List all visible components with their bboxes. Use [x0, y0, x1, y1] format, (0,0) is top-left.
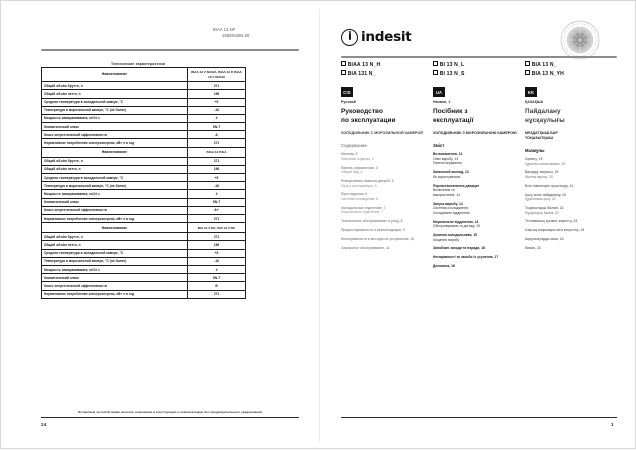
- spec-row-label: Класс энергетической эффективности: [42, 131, 188, 139]
- spec-row-label: Класс энергетической эффективности: [42, 206, 188, 214]
- language-section-ua: [433, 108, 525, 273]
- toc-group: [525, 157, 611, 166]
- model-number: [433, 61, 525, 70]
- spec-row-value: +5: [188, 249, 246, 257]
- toc-entry[interactable]: Холодильне відділення: [433, 210, 470, 215]
- toc-entry[interactable]: Техникалық қызмет көрсету, 23: [525, 219, 578, 224]
- spec-row-value: -18: [188, 106, 246, 114]
- toc-entry[interactable]: Ақаулықтарды жою, 23: [525, 236, 564, 241]
- model-number-group: [433, 61, 525, 79]
- language-subtitle: ҚАЗАҚША: [525, 99, 544, 104]
- toc-group: [341, 219, 427, 224]
- model-number-group: [341, 61, 433, 79]
- spec-row-label: Класс энергетической эффективности: [42, 282, 188, 290]
- toc-entry[interactable]: Холодильное отделение, 7: [341, 205, 386, 210]
- toc-entry[interactable]: Көмек, 23: [525, 245, 541, 250]
- spec-row-value: 196: [188, 241, 246, 249]
- toc-entry[interactable]: Чищення виробу: [433, 237, 460, 242]
- spec-block-header: [42, 147, 246, 157]
- toc-group: [341, 152, 427, 161]
- toc-entry[interactable]: Неисправности и методы их устранения, 10: [341, 236, 415, 241]
- spec-row-value: A+: [188, 206, 246, 214]
- toc-entry[interactable]: Предосторожности и рекомендации, 9: [341, 227, 405, 232]
- spec-table-caption: Технические характеристики: [110, 62, 166, 66]
- toc-group: [525, 193, 611, 202]
- left-header-rule: [41, 49, 299, 51]
- toc-group: [433, 255, 519, 260]
- model-reference-line1: BIAA 13 NF: [213, 27, 236, 32]
- spec-row-value: 271: [188, 214, 246, 222]
- toc-group: [341, 206, 427, 215]
- toc-entry[interactable]: Запобіжні заходи та поради, 16: [433, 246, 485, 251]
- spec-header-name: Наименование: [42, 68, 188, 82]
- toc-entry[interactable]: Зупинка холодильника, 15: [433, 232, 477, 237]
- model-number-text: BI 13 N_L: [439, 62, 465, 69]
- checkbox-icon: [433, 70, 438, 75]
- toc-entry[interactable]: Сақтық шаралары мен кеңестер, 23: [525, 228, 585, 233]
- toc-group: [433, 152, 519, 166]
- spec-row-value: 271: [188, 290, 246, 298]
- toc-entry[interactable]: Басқару тақтасы, 20: [525, 170, 559, 175]
- checkbox-icon: [525, 70, 530, 75]
- checkbox-icon: [341, 61, 346, 66]
- table-row: [42, 165, 246, 173]
- spec-block-header: [42, 223, 246, 233]
- spec-row-value: +5: [188, 174, 246, 182]
- spec-row-label: Средняя температура в холодильной камере, °С: [42, 98, 188, 106]
- toc-entry[interactable]: Пуск и эксплуатация, 6: [341, 183, 377, 188]
- language-subtitle: Начало, 1: [433, 99, 451, 104]
- product-type-label: ХОЛОДИЛЬНИК З МОРОЗИЛЬНОЮ КАМЕРОЮ: [433, 131, 517, 136]
- table-row: [42, 257, 246, 265]
- toc-entry[interactable]: Морозильное отделение, 7: [341, 210, 384, 215]
- toc-entry[interactable]: використання, 14: [433, 192, 460, 197]
- toc-group: [525, 206, 611, 215]
- spec-row-value: SN-T: [188, 274, 246, 282]
- toc-entry[interactable]: Орнату, 19: [525, 156, 543, 161]
- spec-row-value: 271: [188, 157, 246, 165]
- toc-entry[interactable]: Қосу және пайдалану, 22: [525, 192, 566, 197]
- spec-row-label: Общий объём брутто, л: [42, 82, 188, 90]
- table-row: [42, 157, 246, 165]
- language-section-kk: [525, 108, 617, 273]
- product-type-label: МҰЗДАТҚЫШ БАР ТОҢАЗЫТҚЫШ: [525, 131, 558, 141]
- checkbox-icon: [433, 61, 438, 66]
- model-number-text: BIA 13 N_: [531, 62, 557, 69]
- spec-header-name: Наименование: [42, 147, 188, 157]
- toc-entry[interactable]: Встановлення, 12: [433, 152, 463, 157]
- toc-group: [341, 166, 427, 175]
- spec-row-value: SN-T: [188, 198, 246, 206]
- table-row: [42, 139, 246, 147]
- toc-heading: Зміст: [433, 143, 445, 149]
- section-title: Пайдалану нұсқаулығы: [525, 108, 565, 124]
- checkbox-icon: [341, 70, 346, 75]
- toc-entry[interactable]: Жалпы көрініс, 20: [525, 174, 553, 179]
- toc-entry[interactable]: Загальний вигляд, 13: [433, 170, 469, 175]
- model-number: [341, 61, 433, 70]
- toc-entry[interactable]: Несправності та засоби їх усунення, 17: [433, 255, 499, 260]
- model-number: [525, 70, 617, 79]
- model-number: [341, 70, 433, 79]
- language-section-ru: [341, 108, 433, 273]
- toc-group: [341, 228, 427, 233]
- toc-entry[interactable]: Техническое обслуживание и уход, 8: [341, 219, 403, 224]
- table-row: [42, 198, 246, 206]
- toc-group: [433, 202, 519, 216]
- toc-entry[interactable]: Панель керування: [433, 161, 462, 166]
- toc-entry[interactable]: Запуск виробу, 14: [433, 201, 463, 206]
- model-number-text: BI 13 N_S: [439, 71, 465, 78]
- left-page-number: 24: [41, 422, 47, 427]
- spec-row-value: 4: [188, 114, 246, 122]
- toc-entry[interactable]: Панель управления, 3: [341, 165, 378, 170]
- right-page-number: 1: [611, 422, 614, 427]
- spec-row-value: A: [188, 131, 246, 139]
- language-badge-row: [341, 87, 617, 104]
- table-row: [42, 131, 246, 139]
- quality-seal-icon: [559, 19, 601, 61]
- left-footnote: Оставляем за собой право вносить изменения в конструкцию и комплектацию без предварительного уведомления: [77, 410, 263, 414]
- spec-row-value: -18: [188, 257, 246, 265]
- model-number: [433, 70, 525, 79]
- table-row: [42, 290, 246, 298]
- model-number-text: BIA 131 N_: [347, 71, 376, 78]
- toc-group: [433, 170, 519, 179]
- spec-row-value: +5: [188, 98, 246, 106]
- table-row: [42, 182, 246, 190]
- spec-row-value: 271: [188, 233, 246, 241]
- spec-header-model: BIAA 13 V NC/HA, BIAA 13 P, BIAA 13 V NC/HA: [188, 68, 246, 82]
- indesit-logo: [341, 29, 411, 46]
- table-row: [42, 206, 246, 214]
- toc-entry[interactable]: Допомога, 18: [433, 263, 455, 268]
- language-badge-cell: [341, 87, 433, 104]
- toc-group: [525, 170, 611, 179]
- spec-row-label: Общий объём брутто, л: [42, 157, 188, 165]
- model-reference-line2: 195081984.00: [222, 32, 250, 38]
- table-row: [42, 90, 246, 98]
- language-badge: KK: [525, 87, 537, 97]
- model-number-text: BIA 13 N_YH: [531, 71, 565, 78]
- toc-entry[interactable]: Включення та: [433, 188, 455, 193]
- language-badge: CIS: [341, 87, 353, 97]
- spec-block-header: [42, 68, 246, 82]
- table-row: [42, 82, 246, 90]
- toc-entry[interactable]: Құрылғыны қосу, 22: [525, 197, 556, 202]
- indesit-i-mark-icon: [341, 29, 358, 46]
- spec-row-value: 196: [188, 90, 246, 98]
- checkbox-icon: [525, 61, 530, 66]
- section-title: Руководство по эксплуатации: [341, 108, 396, 124]
- product-type-label: ХОЛОДИЛЬНИК С МОРОЗИЛЬНОЙ КАМЕРОЙ: [341, 131, 423, 136]
- table-row: [42, 282, 246, 290]
- spec-row-label: Нормативное потребление электроэнергии, кВт·ч в год: [42, 139, 188, 147]
- toc-group: [525, 237, 611, 242]
- model-number-group: [525, 61, 617, 79]
- toc-entry[interactable]: Морозильне відділення, 14: [433, 219, 479, 224]
- toc-group: [433, 184, 519, 198]
- toc-group: [341, 237, 427, 242]
- language-badge: UA: [433, 87, 445, 97]
- toc-group: [341, 192, 427, 201]
- section-title: Посібник з експлуатації: [433, 108, 474, 124]
- table-row: [42, 106, 246, 114]
- toc-entry[interactable]: Мұздатқыш бөлімі, 22: [525, 210, 559, 215]
- left-page: [1, 1, 319, 450]
- spec-header-model: BIAA 13 P/HA: [188, 147, 246, 157]
- table-row: [42, 249, 246, 257]
- table-row: [42, 114, 246, 122]
- spec-row-value: 271: [188, 139, 246, 147]
- toc-group: [525, 228, 611, 233]
- spec-row-label: Средняя температура в холодильной камере, °С: [42, 249, 188, 257]
- table-row: [42, 190, 246, 198]
- spec-row-label: Климатический класс: [42, 123, 188, 131]
- toc-entry[interactable]: Сервисное обслуживание, 11: [341, 245, 390, 250]
- model-reference: [213, 27, 313, 39]
- toc-group: [433, 233, 519, 242]
- spec-row-value: SN-T: [188, 123, 246, 131]
- specifications-table: [41, 67, 246, 299]
- spec-row-value: 4: [188, 190, 246, 198]
- spec-row-label: Мощность замораживания, кг/24 ч: [42, 190, 188, 198]
- toc-entry[interactable]: Система охлаждения, 6: [341, 196, 379, 201]
- spec-row-label: Нормативное потребление электроэнергии, кВт·ч в год: [42, 214, 188, 222]
- spec-header-name: Наименование: [42, 223, 188, 233]
- toc-entry[interactable]: Реверсивная навеска дверей, 5: [341, 178, 394, 183]
- toc-group: [341, 179, 427, 188]
- model-number: [525, 61, 617, 70]
- spec-row-label: Температура в морозильной камере, °С (не более): [42, 257, 188, 265]
- toc-group: [341, 246, 427, 251]
- toc-entry[interactable]: Пуск изделия, 6: [341, 192, 368, 197]
- toc-entry[interactable]: Есік ілмектерін ауыстыру, 21: [525, 183, 574, 188]
- toc-group: [433, 220, 519, 229]
- language-badge-cell: [525, 87, 617, 104]
- language-columns: [341, 108, 617, 273]
- table-row: [42, 123, 246, 131]
- toc-entry[interactable]: Обслуговування та догляд, 15: [433, 224, 480, 229]
- spec-row-label: Средняя температура в холодильной камере, °С: [42, 174, 188, 182]
- spec-row-label: Нормативное потребление электроэнергии, кВт·ч в год: [42, 290, 188, 298]
- toc-entry[interactable]: Описание изделия, 3: [341, 156, 374, 161]
- right-page: [319, 1, 636, 450]
- language-badge-cell: [433, 87, 525, 104]
- spec-row-value: -18: [188, 182, 246, 190]
- toc-entry[interactable]: Перевстановлення дверцят: [433, 183, 480, 188]
- table-row: [42, 241, 246, 249]
- toc-entry[interactable]: Құрылғы сипаттамасы, 20: [525, 161, 566, 166]
- toc-heading: Мазмұны: [525, 147, 545, 153]
- spec-row-label: Температура в морозильной камере, °С (не более): [42, 182, 188, 190]
- spec-row-value: B: [188, 282, 246, 290]
- spec-row-value: 4: [188, 265, 246, 273]
- spec-row-value: 271: [188, 82, 246, 90]
- toc-entry[interactable]: Система охолодження: [433, 206, 469, 211]
- toc-group: [525, 246, 611, 251]
- toc-group: [433, 246, 519, 251]
- spec-row-label: Климатический класс: [42, 274, 188, 282]
- language-subtitle: Русский: [341, 99, 356, 104]
- spec-header-model: BIA 13 V NC, BIA 13 V NC: [188, 223, 246, 233]
- spec-row-label: Климатический класс: [42, 198, 188, 206]
- toc-entry[interactable]: Тоңазытқыш бөлімі, 22: [525, 205, 564, 210]
- toc-group: [525, 184, 611, 189]
- toc-group: [433, 264, 519, 269]
- toc-entry[interactable]: Опис виробу, 13: [433, 156, 459, 161]
- table-row: [42, 174, 246, 182]
- spec-row-label: Общий объём нетто, л: [42, 90, 188, 98]
- toc-entry[interactable]: Общий вид, 4: [341, 170, 363, 175]
- indesit-wordmark: indesit: [361, 28, 412, 45]
- table-row: [42, 233, 246, 241]
- table-row: [42, 265, 246, 273]
- model-number-list: [341, 61, 617, 79]
- table-row: [42, 214, 246, 222]
- spec-row-label: Мощность замораживания, кг/24 ч: [42, 114, 188, 122]
- toc-group: [525, 219, 611, 224]
- toc-entry[interactable]: Як користуватися: [433, 174, 461, 179]
- spec-row-value: 196: [188, 165, 246, 173]
- model-number-text: BIAA 13 N_H: [347, 62, 381, 69]
- right-footer-rule: [341, 417, 617, 418]
- spec-row-label: Общий объём брутто, л: [42, 233, 188, 241]
- spec-row-label: Температура в морозильной камере, °С (не более): [42, 106, 188, 114]
- spec-row-label: Мощность замораживания, кг/24 ч: [42, 265, 188, 273]
- left-footer-rule: [41, 417, 299, 418]
- table-row: [42, 274, 246, 282]
- table-row: [42, 98, 246, 106]
- toc-heading: Содержание: [341, 143, 367, 149]
- toc-entry[interactable]: Монтаж, 2: [341, 152, 358, 157]
- spec-row-label: Общий объём нетто, л: [42, 241, 188, 249]
- spec-row-label: Общий объём нетто, л: [42, 165, 188, 173]
